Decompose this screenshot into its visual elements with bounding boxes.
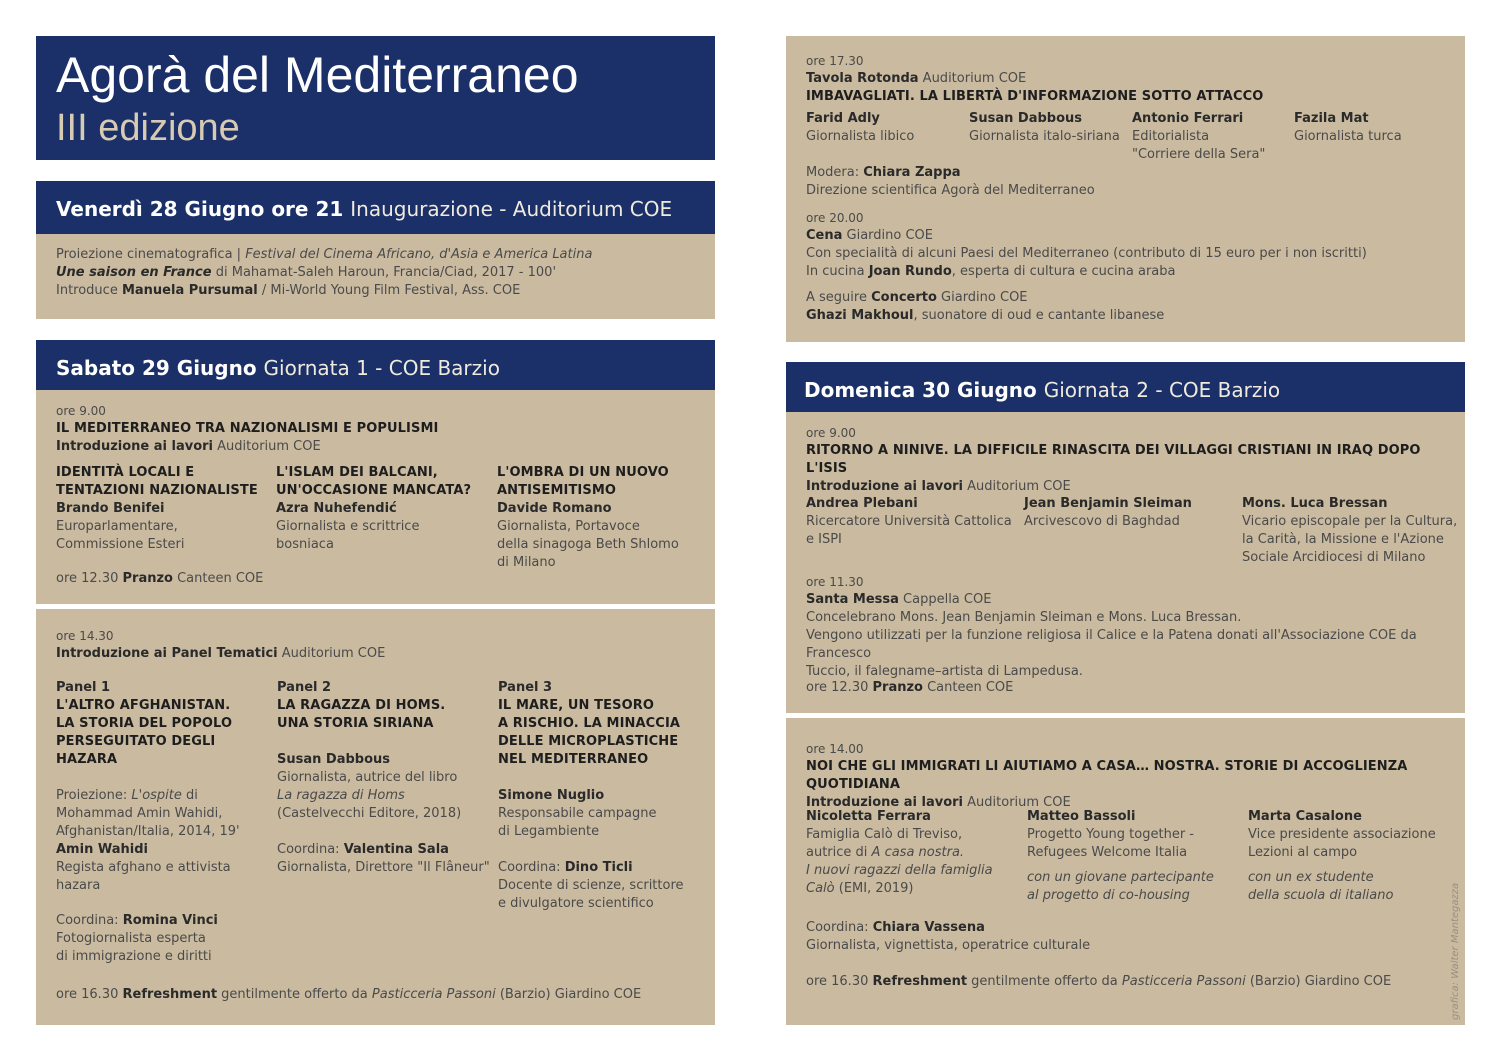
- time-label: ore 9.00: [56, 404, 106, 418]
- speaker-column: Marta Casalone Vice presidente associazione Lezioni al campo con un ex studente della scuola di italiano: [1248, 809, 1436, 903]
- refreshment-line: ore 16.30 Refreshment gentilmente offerto da Pasticceria Passoni (Barzio) Giardino COE: [806, 974, 1392, 989]
- coordinator: Coordina: Chiara Vassena: [806, 920, 985, 935]
- speaker-column: L'ISLAM DEI BALCANI, UN'OCCASIONE MANCATA? Azra Nuhefendić Giornalista e scrittrice bosniaca: [276, 465, 472, 552]
- speaker-column: Antonio Ferrari Editorialista "Corriere della Sera": [1132, 111, 1266, 162]
- design-credit: grafica: Walter Mantegazza: [1450, 882, 1461, 1020]
- speaker-name: Azra Nuhefendić: [276, 501, 397, 516]
- sunday-date: Domenica 30 Giugno: [804, 378, 1037, 402]
- speaker-column: Susan Dabbous Giornalista italo-siriana: [969, 111, 1120, 144]
- session-topic: IL MEDITERRANEO TRA NAZIONALISMI E POPULISMI: [56, 421, 439, 436]
- friday-body: [36, 234, 715, 319]
- speaker-name: Susan Dabbous: [277, 752, 391, 767]
- sunday-morning: ore 9.00 RITORNO A NINIVE. LA DIFFICILE RINASCITA DEI VILLAGGI CRISTIANI IN IRAQ DOPO L'ISIS Introduzione ai lavori Auditorium COE Andrea Plebani Ricercatore Università Cattolica e ISPI Jean Benjamin Sleiman Arcivescovo di Baghdad Mons. Luca Bressan Vicario episcopale per la Cultura, la Carità, la Missione e l'Azione Sociale Arcidiocesi di Milano ore 11.30 Santa Messa Cappella COE Concelebrano Mons. Jean Benjamin Sleiman e Mons. Luca Bressan. Vengono utilizzati per la funzione religiosa il Calice e la Patena donati all'Associazione COE da Francesco Tuccio, il falegname–artista di Lampedusa. ore 12.30 Pranzo Canteen COE: [786, 412, 1465, 713]
- lunch-line: ore 12.30 Pranzo Canteen COE: [56, 571, 264, 586]
- friday-line2: Une saison en France di Mahamat-Saleh Haroun, Francia/Ciad, 2017 - 100': [56, 265, 557, 280]
- title-banner: [36, 36, 715, 160]
- concert: A seguire Concerto Giardino COE: [806, 290, 1028, 305]
- friday-event: Inaugurazione - Auditorium COE: [350, 197, 673, 221]
- friday-date: Venerdì 28 Giugno ore 21: [56, 197, 344, 221]
- time-label: ore 14.00: [806, 742, 864, 756]
- mass: Santa Messa Cappella COE: [806, 592, 992, 607]
- sunday-header: [786, 362, 1465, 412]
- speaker-name: Simone Nuglio: [498, 788, 605, 803]
- session-topic: NOI CHE GLI IMMIGRATI LI AIUTIAMO A CASA… NOSTRA. STORIE DI ACCOGLIENZA QUOTIDIANA: [806, 759, 1408, 792]
- speaker-column: IDENTITÀ LOCALI E TENTAZIONI NAZIONALISTE Brando Benifei Europarlamentare, Commissione Esteri: [56, 465, 258, 552]
- time-label: ore 17.30: [806, 54, 864, 68]
- saturday-event: Giornata 1 - COE Barzio: [263, 356, 500, 380]
- panel-column-2: Panel 2 LA RAGAZZA DI HOMS. UNA STORIA SIRIANA Susan Dabbous Giornalista, autrice del libro La ragazza di Homs (Castelvecchi Editore, 2018) Coordina: Valentina Sala Giornalista, Direttore "Il Flâneur": [277, 679, 492, 877]
- speaker-column: Nicoletta Ferrara Famiglia Calò di Treviso, autrice di A casa nostra. I nuovi ragazzi della famiglia Calò (EMI, 2019): [806, 809, 993, 896]
- panel-column-1: Panel 1 L'ALTRO AFGHANISTAN. LA STORIA DEL POPOLO PERSEGUITATO DEGLI HAZARA Proiezione: L'ospite di Mohammad Amin Wahidi, Afghanistan/Italia, 2014, 19' Amin Wahidi Regista afghano e attivista hazara Coordina: Romina Vinci Fotogiornalista esperta di immigrazione e diritti: [56, 679, 271, 966]
- speaker-column: Jean Benjamin Sleiman Arcivescovo di Baghdad: [1024, 496, 1192, 529]
- lunch-line: ore 12.30 Pranzo Canteen COE: [806, 680, 1014, 695]
- time-label: ore 20.00: [806, 211, 864, 225]
- session-intro: Introduzione ai lavori Auditorium COE: [806, 479, 1071, 494]
- saturday-afternoon: [36, 609, 715, 1025]
- speaker-name: Amin Wahidi: [56, 842, 148, 857]
- speaker-column: Mons. Luca Bressan Vicario episcopale per la Cultura, la Carità, la Missione e l'Azione Sociale Arcidiocesi di Milano: [1242, 496, 1458, 565]
- friday-line1: Proiezione cinematografica | Festival del Cinema Africano, d'Asia e America Latina: [56, 247, 593, 262]
- panel-intro: Introduzione ai Panel Tematici Auditorium COE: [56, 646, 386, 661]
- moderator: Modera: Chiara Zappa: [806, 165, 961, 180]
- speaker-column: Farid Adly Giornalista libico: [806, 111, 915, 144]
- time-label: ore 14.30: [56, 629, 114, 643]
- sunday-afternoon: ore 14.00 NOI CHE GLI IMMIGRATI LI AIUTIAMO A CASA… NOSTRA. STORIE DI ACCOGLIENZA QUOTIDIANA Introduzione ai lavori Auditorium COE Nicoletta Ferrara Famiglia Calò di Treviso, autrice di A casa nostra. I nuovi ragazzi della famiglia Calò (EMI, 2019) Matteo Bassoli Progetto Young together - Refugees Welcome Italia con un giovane partecipante al progetto di co-housing Marta Casalone Vice presidente associazione Lezioni al campo con un ex studente della scuola di italiano Coordina: Chiara Vassena Giornalista, vignettista, operatrice culturale ore 16.30 Refreshment gentilmente offerto da Pasticceria Passoni (Barzio) Giardino COE: [786, 718, 1465, 1025]
- round-table: Tavola Rotonda Auditorium COE: [806, 71, 1027, 86]
- session-intro: Introduzione ai lavori Auditorium COE: [806, 795, 1071, 810]
- dinner: Cena Giardino COE: [806, 228, 934, 243]
- speaker-column: Matteo Bassoli Progetto Young together - Refugees Welcome Italia con un giovane partecipante al progetto di co-housing: [1027, 809, 1214, 903]
- time-label: ore 11.30: [806, 575, 864, 589]
- speaker-column: L'OMBRA DI UN NUOVO ANTISEMITISMO Davide Romano Giornalista, Portavoce della sinagoga Beth Shlomo di Milano: [497, 465, 679, 570]
- saturday-morning: [36, 390, 715, 604]
- sunday-event: Giornata 2 - COE Barzio: [1043, 378, 1281, 402]
- saturday-evening: ore 17.30 Tavola Rotonda Auditorium COE IMBAVAGLIATI. LA LIBERTÀ D'INFORMAZIONE SOTTO ATTACCO Farid Adly Giornalista libico Susan Dabbous Giornalista italo-siriana Antonio Ferrari Editorialista "Corriere della Sera" Fazila Mat Giornalista turca Modera: Chiara Zappa Direzione scientifica Agorà del Mediterraneo ore 20.00 Cena Giardino COE Con specialità di alcuni Paesi del Mediterraneo (contributo di 15 euro per i non iscritti) In cucina Joan Rundo, esperta di cultura e cucina araba A seguire Concerto Giardino COE Ghazi Makhoul, suonatore di oud e cantante libanese: [786, 36, 1465, 342]
- page-title: Agorà del Mediterraneo: [56, 47, 579, 103]
- session-topic: RITORNO A NINIVE. LA DIFFICILE RINASCITA DEI VILLAGGI CRISTIANI IN IRAQ DOPO L'ISIS: [806, 443, 1421, 476]
- time-label: ore 9.00: [806, 426, 856, 440]
- speaker-name: Brando Benifei: [56, 501, 165, 516]
- saturday-date: Sabato 29 Giugno: [56, 356, 257, 380]
- saturday-header: [36, 340, 715, 390]
- speaker-column: Andrea Plebani Ricercatore Università Cattolica e ISPI: [806, 496, 1012, 547]
- speaker-column: Fazila Mat Giornalista turca: [1294, 111, 1402, 144]
- refreshment-line: ore 16.30 Refreshment gentilmente offerto da Pasticceria Passoni (Barzio) Giardino COE: [56, 987, 642, 1002]
- friday-header: [36, 181, 715, 234]
- session-intro: Introduzione ai lavori Auditorium COE: [56, 439, 321, 454]
- panel-column-3: Panel 3 IL MARE, UN TESORO A RISCHIO. LA MINACCIA DELLE MICROPLASTICHE NEL MEDITERRANEO Simone Nuglio Responsabile campagne di Legambiente Coordina: Dino Ticli Docente di scienze, scrittore e divulgatore scientifico: [498, 679, 713, 913]
- session-topic: IMBAVAGLIATI. LA LIBERTÀ D'INFORMAZIONE SOTTO ATTACCO: [806, 89, 1264, 104]
- friday-line3: Introduce Manuela Pursumal / Mi-World Young Film Festival, Ass. COE: [56, 283, 521, 298]
- page-subtitle: III edizione: [56, 107, 240, 149]
- speaker-name: Davide Romano: [497, 501, 612, 516]
